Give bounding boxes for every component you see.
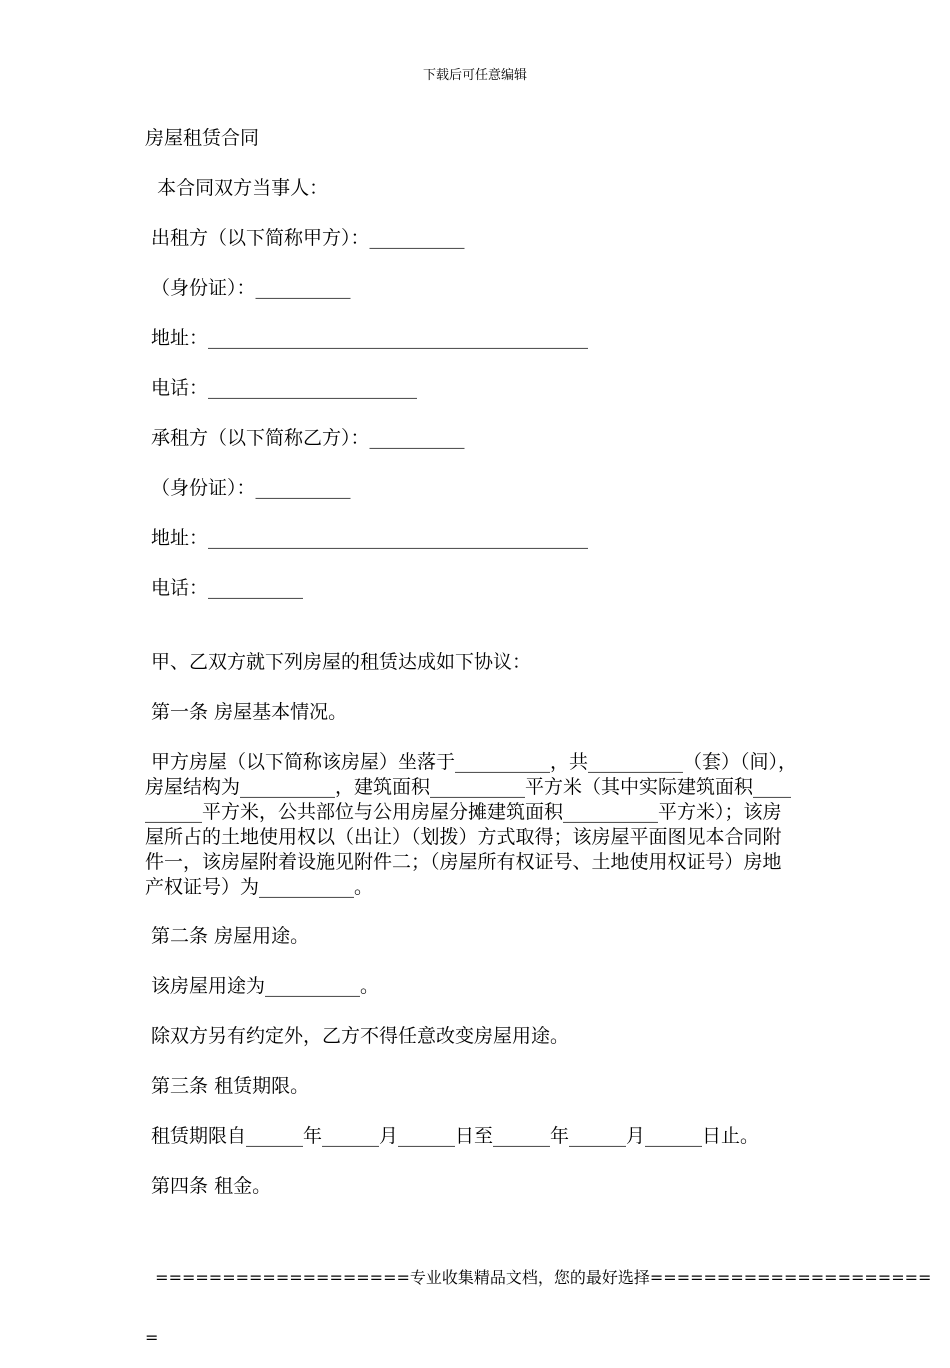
article-2-heading: 第二条 房屋用途。 — [145, 925, 310, 947]
lease-term-line: 租赁期限自______年______月______日至______年______月______日止。 — [145, 1125, 760, 1147]
footer-line: ===================专业收集精品文档，您的最好选择===================== — [145, 1268, 932, 1287]
paragraph-line: ______平方米，公共部位与公用房屋分摊建筑面积__________平方米）；该房 — [145, 801, 782, 823]
paragraph-line: 甲方房屋（以下简称该房屋）坐落于__________，共__________（套）（间）， — [145, 751, 798, 773]
paragraph-line: 屋所占的土地使用权以（出让）（划拨）方式取得；该房屋平面图见本合同附 — [145, 826, 782, 848]
article-1-body — [145, 750, 825, 900]
usage-restriction-line: 除双方另有约定外，乙方不得任意改变房屋用途。 — [145, 1025, 570, 1047]
paragraph-line: 件一，该房屋附着设施见附件二；（房屋所有权证号、土地使用权证号）房地 — [145, 851, 782, 873]
article-3-heading: 第三条 租赁期限。 — [145, 1075, 310, 1097]
lessor-line: 出租方（以下简称甲方）：__________ — [145, 227, 465, 249]
parties-heading: 本合同双方当事人： — [145, 177, 329, 199]
lessee-id-line: （身份证）：__________ — [145, 477, 351, 499]
lessor-address-line: 地址：________________________________________ — [145, 327, 589, 349]
footer-line: = — [145, 1328, 159, 1347]
page-header: 下载后可任意编辑 — [422, 68, 527, 83]
agreement-intro: 甲、乙双方就下列房屋的租赁达成如下协议： — [145, 651, 532, 673]
article-4-heading: 第四条 租金。 — [145, 1175, 272, 1197]
lessee-phone-line: 电话：__________ — [145, 577, 304, 599]
lessor-phone-line: 电话：______________________ — [145, 377, 418, 399]
lessee-line: 承租方（以下简称乙方）：__________ — [145, 427, 465, 449]
paragraph-line: 产权证号）为__________。 — [145, 876, 374, 898]
lessee-address-line: 地址：________________________________________ — [145, 527, 589, 549]
paragraph-line: 房屋结构为__________，建筑面积__________平方米（其中实际建筑面积____ — [145, 776, 792, 798]
lessor-id-line: （身份证）：__________ — [145, 277, 351, 299]
article-1-heading: 第一条 房屋基本情况。 — [145, 701, 348, 723]
page-footer — [145, 1228, 931, 1368]
usage-line: 该房屋用途为__________。 — [145, 975, 380, 997]
document-title: 房屋租赁合同 — [145, 127, 260, 149]
